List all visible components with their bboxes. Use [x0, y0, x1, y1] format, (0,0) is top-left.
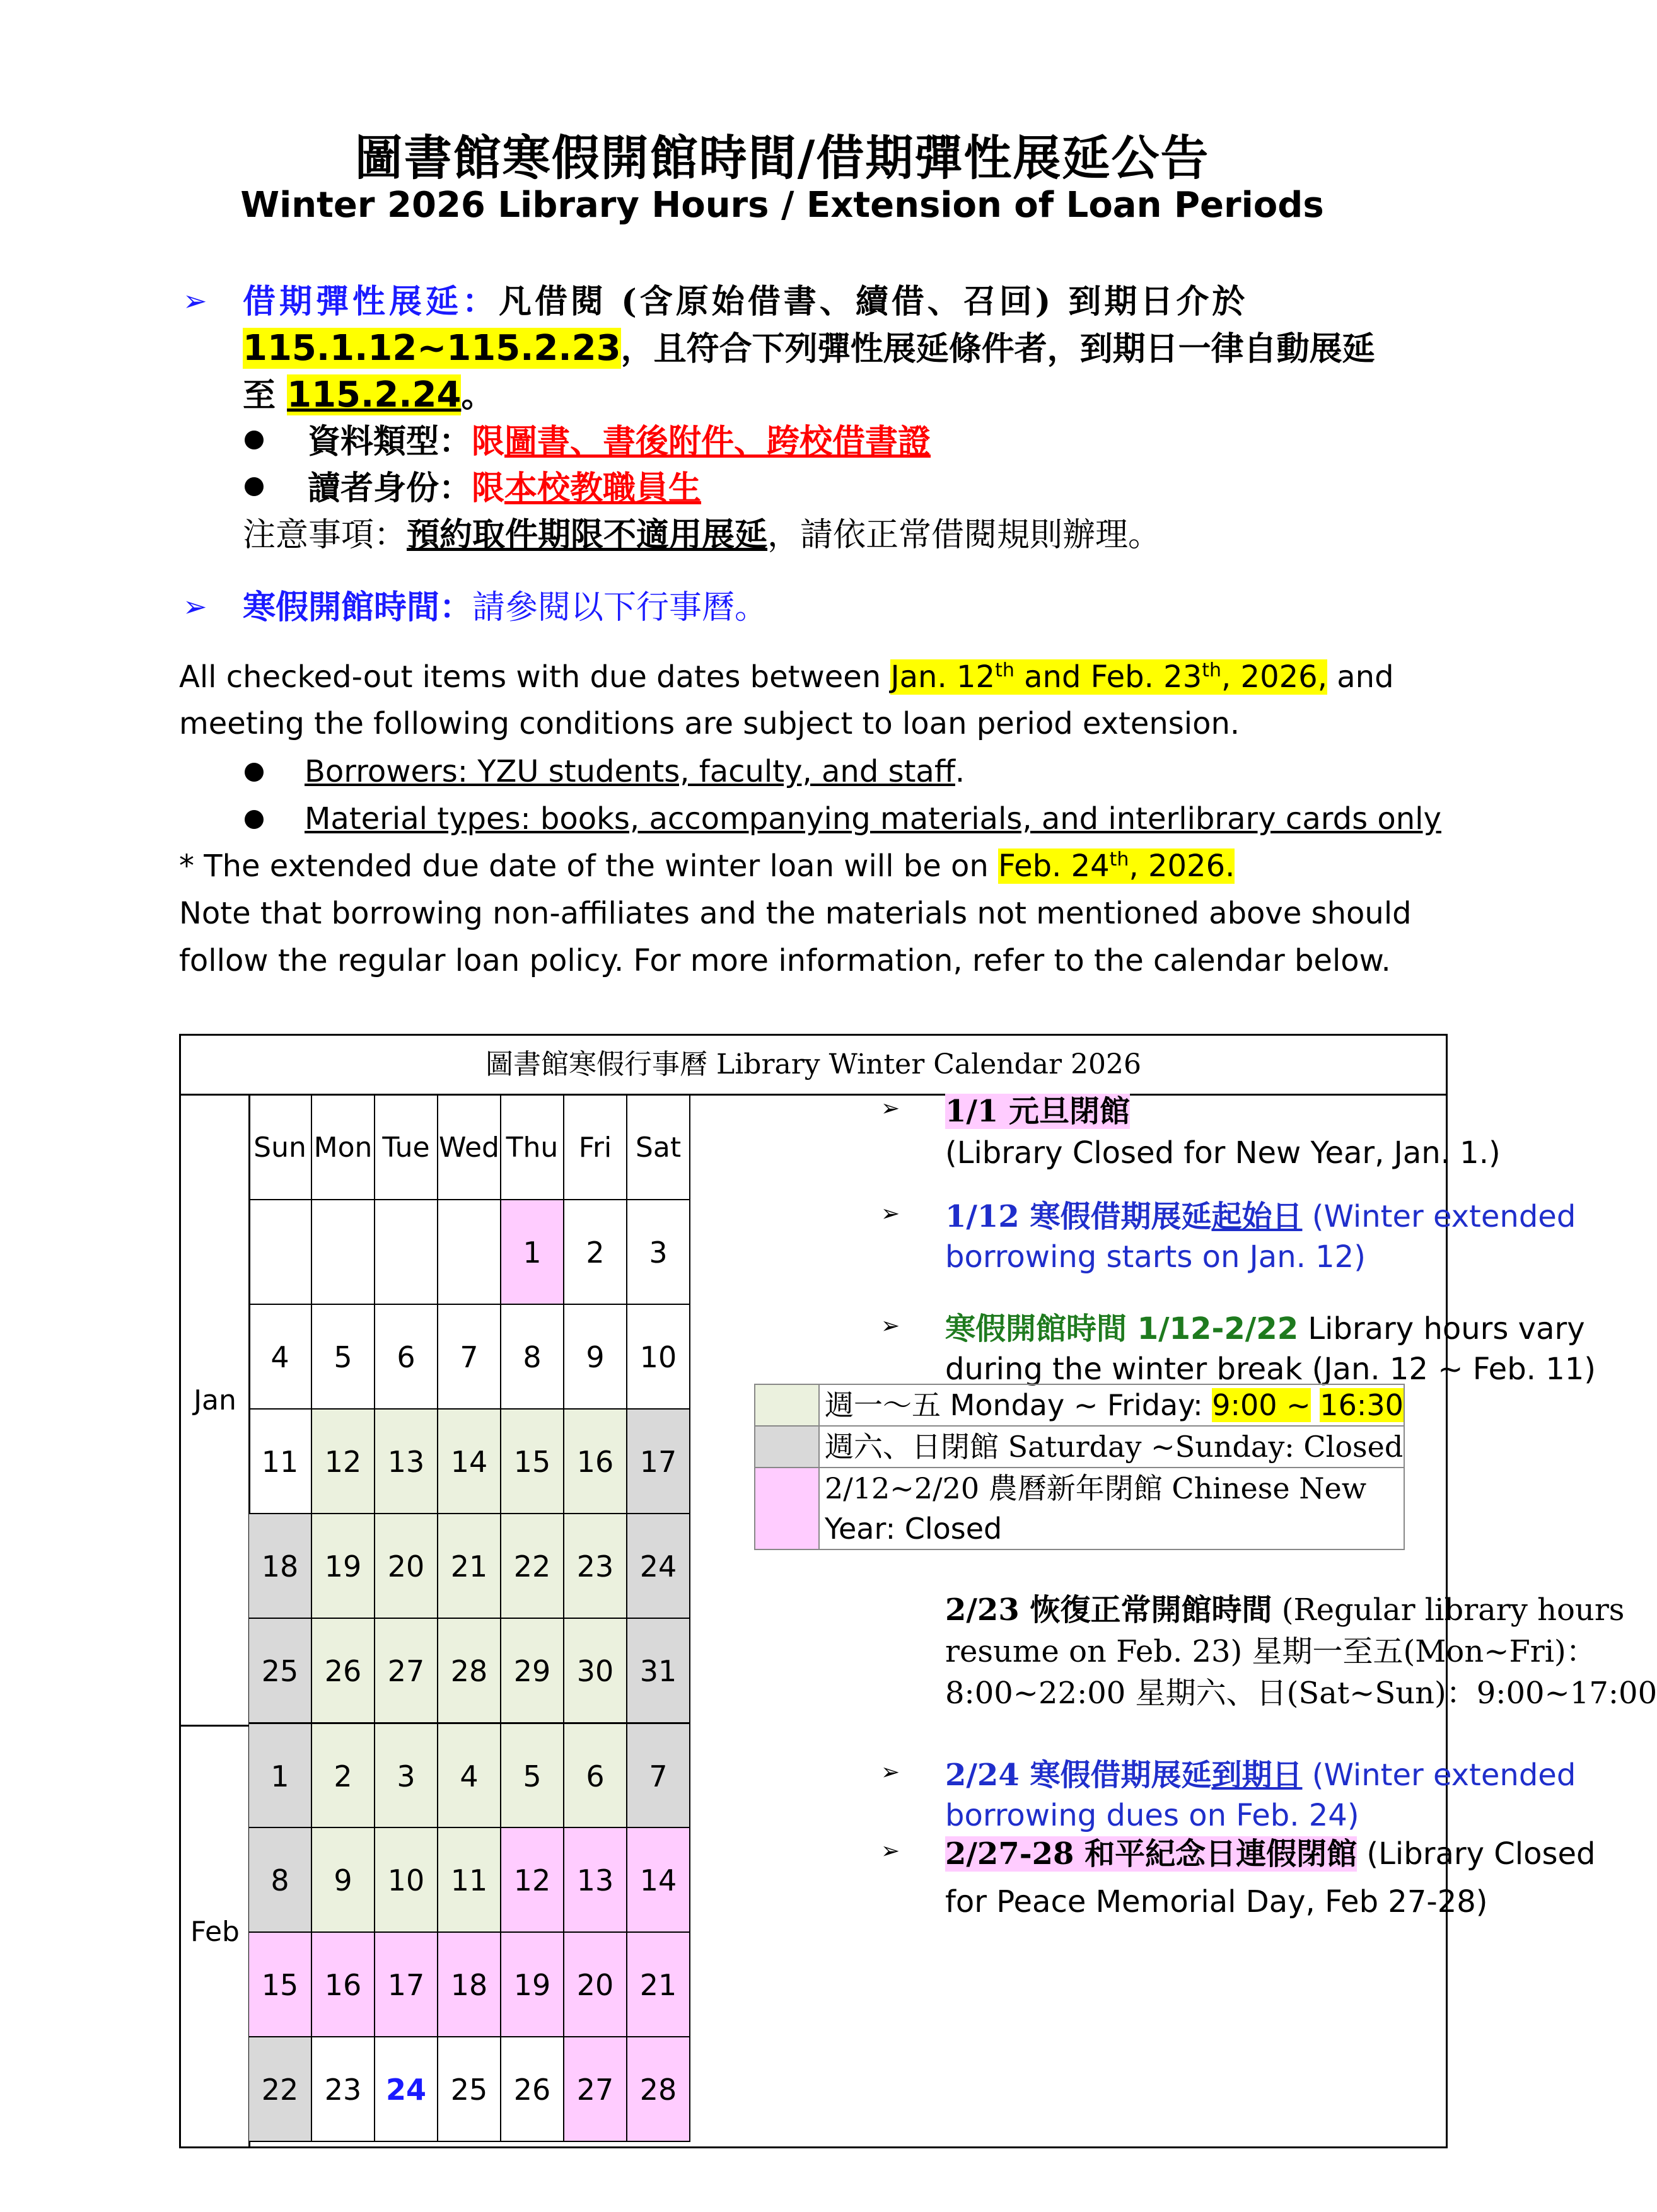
section2-label: 寒假開館時間：	[243, 588, 473, 627]
calendar-day-cell: 9	[564, 1305, 627, 1410]
calendar-day-cell: 25	[438, 2037, 501, 2142]
event5-line1	[945, 1754, 1576, 1796]
note-label: 注意事項：	[243, 516, 407, 554]
event1-title	[945, 1091, 1130, 1132]
legend-swatch-green	[755, 1385, 820, 1425]
event5-line2: borrowing dues on Feb. 24)	[945, 1798, 1359, 1833]
section1-line2	[243, 326, 1375, 372]
section1-text4: 。	[461, 376, 494, 415]
en-hl-b: and Feb. 23	[1014, 659, 1202, 695]
calendar-day-cell: 17	[627, 1410, 690, 1514]
event4-line2: resume on Feb. 23) 星期一至五(Mon~Fri)：	[945, 1634, 1596, 1669]
arrow-icon: ➢	[881, 1313, 900, 1339]
en-hl-a: Jan. 12	[890, 659, 996, 695]
en-p3-hl-b: , 2026.	[1129, 848, 1235, 884]
calendar-day-cell: 17	[375, 1933, 438, 2037]
legend-text-newyear2: Year: Closed	[825, 1512, 1003, 1546]
calendar-day-cell: 12	[312, 1410, 375, 1514]
calendar-day-cell: 6	[375, 1305, 438, 1410]
legend-swatch-grey	[755, 1427, 820, 1467]
bullet-icon	[245, 431, 264, 449]
en-hl-c: , 2026,	[1221, 659, 1327, 695]
en-bullet2: Material types: books, accompanying materials, and interlibrary cards only	[305, 801, 1441, 837]
event6-line1	[945, 1833, 1595, 1875]
calendar-day-cell: 15	[501, 1410, 564, 1514]
calendar-day-cell: 3	[375, 1723, 438, 1828]
bullet2-value: 本校教職員生	[504, 469, 702, 507]
bullet-icon	[245, 763, 264, 782]
legend-row-weekday	[755, 1385, 1404, 1427]
section1-line3	[243, 373, 494, 419]
section1-label: 借期彈性展延：	[243, 282, 499, 321]
bullet1-label: 資料類型：	[308, 422, 472, 461]
page-subtitle: Winter 2026 Library Hours / Extension of Loan Periods	[240, 185, 1324, 226]
arrow-icon: ➢	[183, 589, 207, 623]
calendar-box	[179, 1034, 1657, 2148]
event3-line1	[945, 1308, 1585, 1350]
calendar-day-cell: 6	[564, 1723, 627, 1828]
month-feb	[181, 1725, 250, 2148]
bullet1-value: 圖書、書後附件、跨校借書證	[504, 422, 931, 461]
arrow-icon: ➢	[881, 1759, 900, 1785]
legend-row-weekend	[755, 1427, 1404, 1468]
event3-date: 1/12-2/22	[1137, 1311, 1299, 1346]
day-header-sat: Sat	[627, 1096, 690, 1200]
calendar-day-cell: 8	[249, 1828, 312, 1933]
legend1-t2: 16:30	[1320, 1388, 1404, 1422]
calendar-day-cell: 1	[501, 1200, 564, 1305]
calendar-day-cell: 31	[627, 1619, 690, 1723]
en-bullet1: Borrowers: YZU students, faculty, and staff	[305, 754, 955, 789]
legend1-zh: 週一～五	[825, 1388, 950, 1422]
calendar-day-cell: 20	[564, 1933, 627, 2037]
month-feb-label: Feb	[190, 1916, 240, 1948]
legend1-t1: 9:00 ~	[1212, 1388, 1311, 1422]
calendar-day-cell: 28	[627, 2037, 690, 2142]
event2-line1	[945, 1196, 1576, 1237]
calendar-day-cell: 21	[438, 1514, 501, 1619]
calendar-title: 圖書館寒假行事曆 Library Winter Calendar 2026	[181, 1036, 1446, 1096]
calendar-day-cell: 13	[564, 1828, 627, 1933]
en-sup2: th	[1202, 659, 1222, 681]
month-jan-label: Jan	[194, 1384, 236, 1416]
calendar-day-cell: 4	[249, 1305, 312, 1410]
day-header-thu: Thu	[501, 1096, 564, 1200]
calendar-day-cell: 25	[249, 1619, 312, 1723]
event5-ul: 到期日	[1211, 1757, 1303, 1793]
calendar-day-cell: 26	[501, 2037, 564, 2142]
calendar-day-cell: 20	[375, 1514, 438, 1619]
calendar-day-cell: 18	[438, 1933, 501, 2037]
calendar-day-cell: 21	[627, 1933, 690, 2037]
event2-date: 1/12 寒假借期展延	[945, 1199, 1212, 1234]
calendar-day-cell: 2	[312, 1723, 375, 1828]
legend-row-newyear	[755, 1468, 1404, 1549]
calendar-day-cell	[312, 1200, 375, 1305]
bullet2-label: 讀者身份：	[308, 469, 472, 507]
event6-line2: for Peace Memorial Day, Feb 27-28)	[945, 1884, 1488, 1920]
calendar-day-cell: 29	[501, 1619, 564, 1723]
arrow-icon: ➢	[183, 284, 207, 318]
event2-en1: (Winter extended	[1302, 1199, 1576, 1234]
calendar-day-cell: 22	[501, 1514, 564, 1619]
calendar-day-cell: 11	[249, 1410, 312, 1514]
note-rest: ，請依正常借閱規則辦理。	[767, 516, 1161, 554]
calendar-day-cell	[375, 1200, 438, 1305]
calendar-day-cell: 4	[438, 1723, 501, 1828]
bullet1-prefix: 限	[472, 422, 505, 461]
calendar-day-cell: 19	[312, 1514, 375, 1619]
calendar-day-cell	[249, 1200, 312, 1305]
calendar-day-cell: 26	[312, 1619, 375, 1723]
event5-date: 2/24 寒假借期展延	[945, 1757, 1212, 1793]
english-bullet2	[305, 797, 1441, 840]
calendar-day-cell: 14	[627, 1828, 690, 1933]
calendar-day-cell: 10	[375, 1828, 438, 1933]
calendar-day-cell: 24	[375, 2037, 438, 2142]
en-p3-hl-a: Feb. 24	[998, 848, 1110, 884]
english-line4: Note that borrowing non-affiliates and the materials not mentioned above should	[179, 896, 1412, 931]
bullet-icon	[245, 477, 264, 496]
calendar-day-cell: 23	[564, 1514, 627, 1619]
calendar-day-cell: 5	[312, 1305, 375, 1410]
page-title: 圖書館寒假開館時間/借期彈性展延公告	[354, 130, 1210, 186]
section1-newdate: 115.2.24	[287, 374, 462, 415]
calendar-day-cell: 2	[564, 1200, 627, 1305]
note-bold: 預約取件期限不適用展延	[407, 516, 768, 554]
section2-text: 請參閱以下行事曆。	[472, 589, 768, 627]
en-p3a: * The extended due date of the winter loan will be on	[179, 848, 999, 884]
day-header-sun: Sun	[249, 1096, 312, 1200]
en-bullet1-end: .	[955, 754, 965, 789]
english-line3	[179, 845, 1235, 888]
calendar-day-cell: 30	[564, 1619, 627, 1723]
legend-text-weekend: 週六、日閉館 Saturday ~Sunday: Closed	[825, 1430, 1404, 1464]
bullet2-prefix: 限	[472, 469, 505, 507]
bullet-icon	[245, 810, 264, 829]
section2-line	[243, 585, 767, 630]
event4-en1: (Regular library hours	[1272, 1592, 1625, 1628]
calendar-day-cell: 18	[249, 1514, 312, 1619]
calendar-day-cell: 14	[438, 1410, 501, 1514]
section1-note	[243, 512, 1161, 558]
calendar-day-cell: 16	[312, 1933, 375, 2037]
calendar-day-cell: 13	[375, 1410, 438, 1514]
calendar-day-cell: 28	[438, 1619, 501, 1723]
event6-zh: 2/27-28 和平紀念日連假閉館	[945, 1836, 1358, 1872]
calendar-day-cell: 27	[375, 1619, 438, 1723]
section1-line1	[243, 279, 1248, 325]
calendar-legend	[754, 1384, 1405, 1550]
arrow-icon: ➢	[881, 1096, 900, 1121]
event5-en1: (Winter extended	[1302, 1757, 1576, 1793]
calendar-day-cell	[438, 1200, 501, 1305]
legend1-en: Monday ~ Friday:	[950, 1388, 1212, 1422]
section1-text1: 凡借閱 (含原始借書、續借、召回) 到期日介於	[499, 282, 1248, 321]
event6-en1: (Library Closed	[1357, 1836, 1596, 1872]
english-line1	[179, 656, 1394, 698]
legend-text-newyear1: 2/12~2/20 農曆新年閉館 Chinese New	[825, 1471, 1367, 1505]
en-p1a: All checked-out items with due dates between	[179, 659, 891, 695]
calendar-day-cell: 16	[564, 1410, 627, 1514]
legend-text-weekday	[825, 1385, 1404, 1425]
section1-range: 115.1.12~115.2.23	[243, 328, 621, 369]
calendar-day-cell: 27	[564, 2037, 627, 2142]
section1-text3: 至	[243, 376, 288, 415]
event2-line2: borrowing starts on Jan. 12)	[945, 1239, 1366, 1275]
event4-zh: 2/23 恢復正常開館時間	[945, 1592, 1272, 1628]
english-line5: follow the regular loan policy. For more information, refer to the calendar below.	[179, 943, 1391, 978]
english-bullet1	[305, 750, 965, 793]
calendar-day-cell: 10	[627, 1305, 690, 1410]
arrow-icon: ➢	[881, 1838, 900, 1864]
en-sup1: th	[995, 659, 1015, 681]
calendar-day-cell: 23	[312, 2037, 375, 2142]
calendar-day-cell: 12	[501, 1828, 564, 1933]
calendar-day-cell: 1	[249, 1723, 312, 1828]
calendar-day-cell: 5	[501, 1723, 564, 1828]
calendar-day-cell: 19	[501, 1933, 564, 2037]
arrow-icon: ➢	[881, 1201, 900, 1227]
calendar-day-cell: 9	[312, 1828, 375, 1933]
english-line2: meeting the following conditions are subject to loan period extension.	[179, 706, 1240, 741]
event1-text: (Library Closed for New Year, Jan. 1.)	[945, 1135, 1501, 1171]
month-jan	[181, 1096, 250, 1725]
en-p3-sup: th	[1109, 848, 1129, 871]
section1-bullet2	[308, 466, 701, 511]
day-header-fri: Fri	[564, 1096, 627, 1200]
calendar-day-cell: 22	[249, 2037, 312, 2142]
legend-swatch-pink	[755, 1468, 820, 1549]
event4-line3: 8:00~22:00 星期六、日(Sat~Sun)：9:00~17:00	[945, 1676, 1657, 1711]
event1-title-text: 1/1 元旦閉館	[945, 1094, 1131, 1129]
calendar-day-cell: 11	[438, 1828, 501, 1933]
event3-line2: during the winter break (Jan. 12 ~ Feb. 11)	[945, 1352, 1596, 1387]
calendar-day-cell: 7	[627, 1723, 690, 1828]
day-header-wed: Wed	[438, 1096, 501, 1200]
calendar-day-cell: 8	[501, 1305, 564, 1410]
calendar-day-cell: 15	[249, 1933, 312, 2037]
calendar-day-cell: 3	[627, 1200, 690, 1305]
section1-text2: ，且符合下列彈性展延條件者，到期日一律自動展延	[620, 330, 1375, 368]
event3-zh: 寒假開館時間	[945, 1311, 1137, 1346]
en-p1b: and	[1327, 659, 1394, 695]
calendar-day-cell: 24	[627, 1514, 690, 1619]
day-header-mon: Mon	[312, 1096, 375, 1200]
event4-line1	[945, 1589, 1624, 1631]
section1-bullet1	[308, 419, 931, 465]
event3-en1: Library hours vary	[1298, 1311, 1585, 1346]
event2-ul: 起始日	[1211, 1199, 1303, 1234]
calendar-day-cell: 7	[438, 1305, 501, 1410]
day-header-tue: Tue	[375, 1096, 438, 1200]
